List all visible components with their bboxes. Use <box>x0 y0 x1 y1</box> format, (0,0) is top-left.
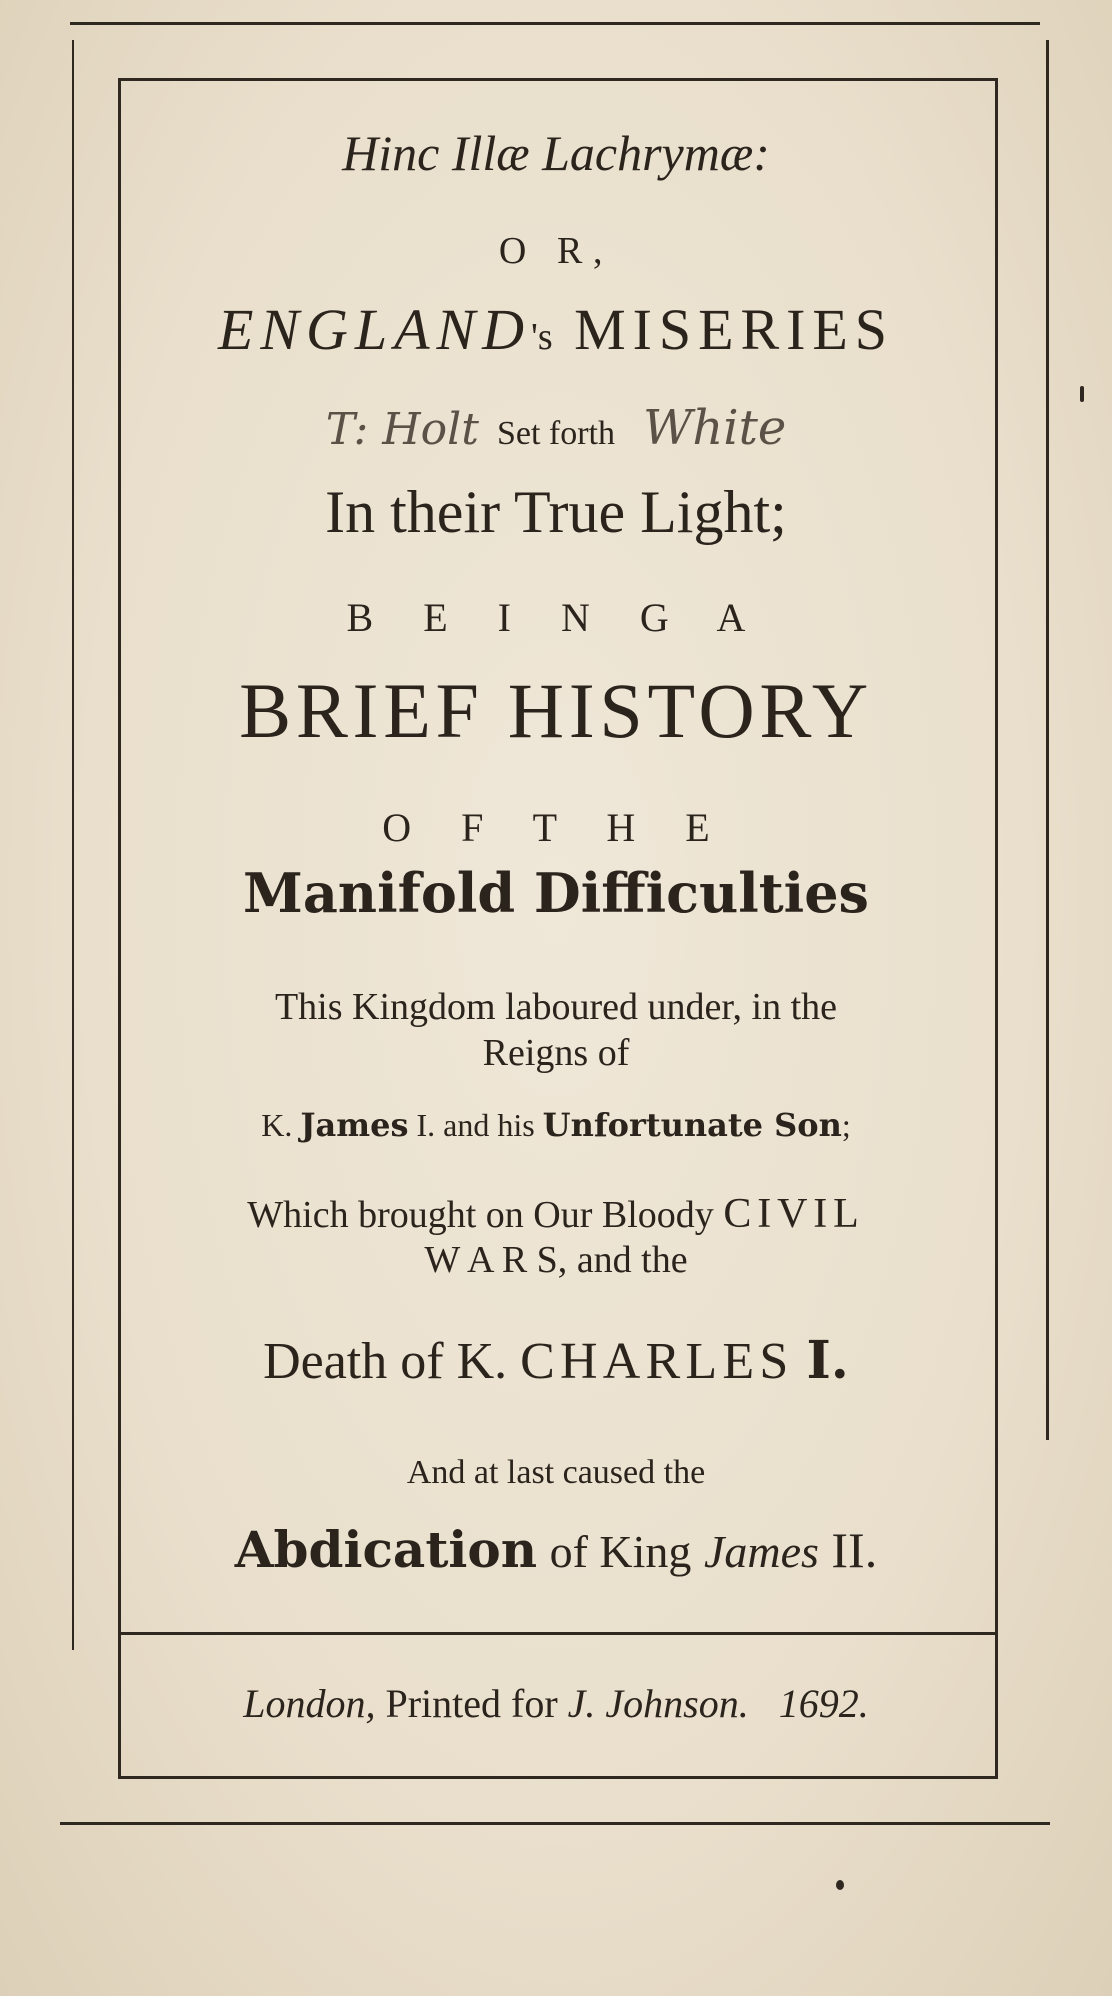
and-his: I. and his <box>416 1107 535 1143</box>
imprint-top-rule <box>118 1632 998 1635</box>
top-inner-rule <box>118 78 998 81</box>
king-james-line <box>0 1106 1112 1144</box>
bottom-inner-rule <box>118 1776 998 1779</box>
set-forth-text: Set forth <box>496 415 615 452</box>
bloody-text: Which brought on Our Bloody <box>247 1194 714 1236</box>
of-king: of King <box>549 1526 692 1577</box>
of-the-line: O F T H E <box>382 805 730 850</box>
ink-speck <box>1080 386 1084 402</box>
ink-speck <box>836 1880 844 1890</box>
true-light-line: In their True Light; <box>325 479 787 545</box>
wars-line <box>0 1238 1112 1282</box>
brief-history-line: BRIEF HISTORY <box>239 667 873 754</box>
manifold-difficulties-line: Manifold Difficulties <box>243 861 869 925</box>
englands-word: ENGLAND <box>217 297 531 362</box>
imprint-printed-for: Printed for <box>385 1681 558 1726</box>
charles-word: CHARLES <box>520 1333 794 1390</box>
civil-word: CIVIL <box>723 1191 865 1237</box>
possessive-s: 's <box>530 316 553 358</box>
semicolon: ; <box>841 1107 851 1143</box>
death-of-k: Death of K. <box>263 1333 508 1390</box>
kingdom-laboured-line: This Kingdom laboured under, in the <box>274 986 838 1028</box>
k-abbrev: K. <box>261 1107 293 1143</box>
numeral-one: I. <box>806 1330 849 1391</box>
numeral-two: II. <box>831 1522 878 1578</box>
james-blackletter: James <box>300 1106 409 1144</box>
unfortunate-son: Unfortunate Son <box>542 1106 842 1144</box>
wars-word: W A R S, <box>424 1239 568 1281</box>
handwriting-right: White <box>642 400 787 456</box>
set-forth-line <box>0 400 1112 456</box>
reigns-of-line: Reigns of <box>482 1032 630 1074</box>
top-outer-rule <box>70 22 1040 25</box>
imprint-line <box>0 1680 1112 1727</box>
title-or: O R, <box>498 230 614 272</box>
imprint-london: London, <box>243 1681 376 1726</box>
abdication-line <box>0 1520 1112 1579</box>
abdication-blackletter: Abdication <box>234 1520 538 1579</box>
bottom-outer-rule <box>60 1822 1050 1825</box>
miseries-word: MISERIES <box>574 297 895 362</box>
caused-the-line: And at last caused the <box>406 1454 706 1491</box>
imprint-printer: J. Johnson. <box>567 1681 749 1726</box>
james-italic: James <box>703 1526 819 1577</box>
death-charles-line <box>0 1330 1112 1391</box>
title-englands-miseries <box>0 296 1112 363</box>
handwriting-left: T: Holt <box>325 404 479 455</box>
civil-wars-line <box>0 1190 1112 1238</box>
being-a-line: B E I N G A <box>346 595 766 640</box>
title-latin: Hinc Illæ Lachrymæ: <box>342 125 770 181</box>
and-the: and the <box>576 1239 688 1281</box>
imprint-year: 1692. <box>778 1681 869 1726</box>
